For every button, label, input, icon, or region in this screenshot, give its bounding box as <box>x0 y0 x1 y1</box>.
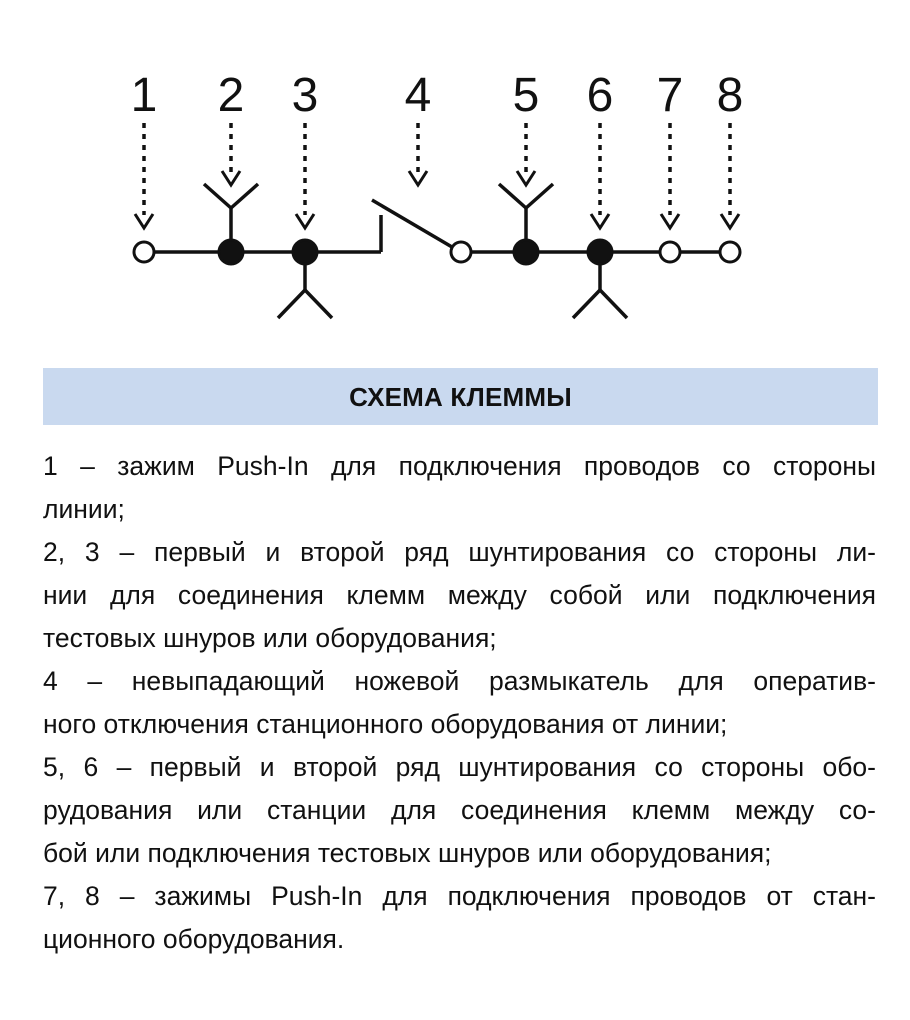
solid-node-5 <box>514 240 538 264</box>
terminal-label-3: 3 <box>291 69 319 122</box>
terminal-label-7: 7 <box>656 69 684 122</box>
arrowheads <box>135 171 739 228</box>
open-node-8 <box>720 242 740 262</box>
legend-line: рудования или станции для соединения клемм между со- <box>43 795 876 825</box>
legend <box>43 445 876 961</box>
legend-line: бой или подключения тестовых шнуров или оборудования; <box>43 838 772 868</box>
solid-node-6 <box>588 240 612 264</box>
legend-line: 7, 8 – зажимы Push-In для подключения проводов от стан- <box>43 881 876 911</box>
legend-line: 5, 6 – первый и второй ряд шунтирования со стороны обо- <box>43 752 876 782</box>
terminal-label-2: 2 <box>217 69 245 122</box>
terminal-label-8: 8 <box>716 69 744 122</box>
terminal-label-6: 6 <box>586 69 614 122</box>
terminal-label-4: 4 <box>404 69 432 122</box>
legend-line: 2, 3 – первый и второй ряд шунтирования со стороны ли- <box>43 537 876 567</box>
legend-line: тестовых шнуров или оборудования; <box>43 623 497 653</box>
solid-node-2 <box>219 240 243 264</box>
terminal-diagram <box>0 0 910 360</box>
pointer-arrows <box>144 123 730 215</box>
title-bar <box>43 368 878 425</box>
terminal-label-1: 1 <box>130 69 158 122</box>
diagram-title: СХЕМА КЛЕММЫ <box>349 382 572 412</box>
legend-line: ного отключения станционного оборудования от линии; <box>43 709 728 739</box>
legend-line: ционного оборудования. <box>43 924 345 954</box>
open-node-switch <box>451 242 471 262</box>
legend-line: нии для соединения клемм между собой или подключения <box>43 580 876 610</box>
legend-line: линии; <box>43 494 125 524</box>
open-node-7 <box>660 242 680 262</box>
legend-line: 1 – зажим Push-In для подключения проводов со стороны <box>43 451 876 481</box>
solid-node-3 <box>293 240 317 264</box>
terminal-label-5: 5 <box>512 69 540 122</box>
open-node-1 <box>134 242 154 262</box>
legend-line: 4 – невыпадающий ножевой размыкатель для оператив- <box>43 666 876 696</box>
